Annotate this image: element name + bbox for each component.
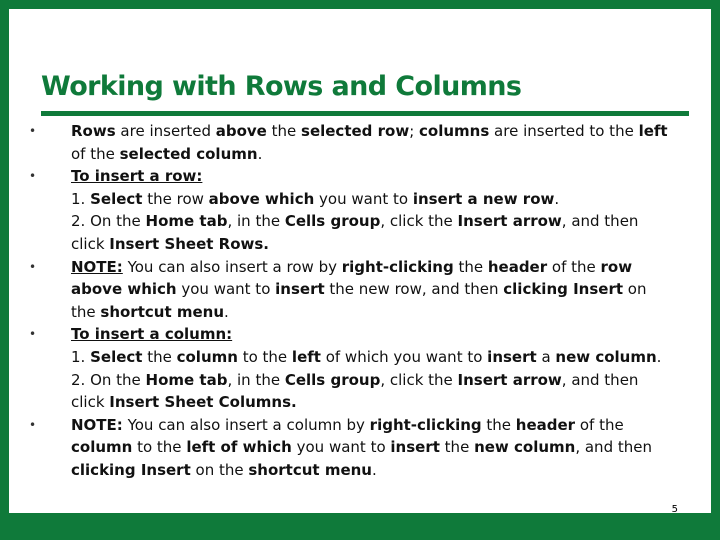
text-run: the (71, 302, 101, 321)
bullet-line (71, 143, 689, 166)
slide (9, 9, 711, 513)
text-run: on the (190, 460, 249, 479)
text-run: . (371, 460, 377, 479)
bullet-item (29, 256, 689, 324)
text-run: Cells group (284, 212, 381, 231)
bullet-dot-icon: • (29, 169, 37, 184)
text-run: Insert arrow (457, 370, 562, 389)
text-run: the new row, and then (324, 280, 504, 299)
text-run: 1. (71, 189, 91, 208)
text-run: 2. On the (71, 212, 146, 231)
bullet-dot-icon: • (29, 417, 37, 432)
bullet-item (29, 323, 689, 413)
text-run: clicking Insert (71, 460, 191, 479)
text-run: , click the (380, 370, 458, 389)
text-run: Home tab (145, 212, 228, 231)
text-run: Insert arrow (457, 212, 562, 231)
text-run: above which (71, 280, 177, 299)
text-run: ; (409, 122, 420, 140)
bullet-line (71, 210, 689, 233)
text-run: above which (208, 189, 315, 208)
bullet-line (71, 301, 689, 324)
slide-title: Working with Rows and Columns (41, 71, 522, 102)
bullet-item (29, 120, 689, 165)
text-run: . (257, 144, 263, 163)
text-run: Insert Sheet Rows. (109, 234, 270, 253)
text-run: Cells group (284, 370, 381, 389)
bullet-line (71, 369, 689, 392)
text-run: column (176, 347, 238, 366)
text-run: NOTE: (71, 257, 123, 276)
text-run: insert a new row (412, 189, 555, 208)
text-run: Rows (71, 122, 116, 140)
text-run: insert (487, 347, 537, 366)
text-run: new column (555, 347, 657, 366)
text-run: row (600, 257, 633, 276)
text-run: You can also insert a row by (122, 257, 342, 276)
bullet-dot-icon: • (29, 124, 37, 138)
text-run: . (656, 347, 662, 366)
text-run: are inserted (115, 122, 216, 140)
text-run: . (224, 302, 229, 321)
text-run: above (215, 122, 267, 140)
text-run: the (142, 347, 177, 366)
text-run: the row (142, 189, 209, 208)
bullet-list (29, 120, 689, 482)
text-run: , in the (227, 370, 285, 389)
text-run: shortcut menu (100, 302, 224, 321)
text-run: the (266, 122, 302, 140)
text-run: Insert Sheet Columns. (109, 393, 297, 412)
bullet-item (29, 414, 689, 482)
text-run: , and then (575, 438, 652, 457)
text-run: to the (132, 438, 187, 457)
text-run: the (439, 438, 475, 457)
bullet-dot-icon: • (29, 259, 37, 274)
text-run: a (536, 347, 556, 366)
text-run: Home tab (145, 370, 228, 389)
text-run: column (71, 438, 133, 457)
text-run: of the (575, 415, 624, 434)
text-run: insert (275, 280, 325, 299)
text-run: Select (90, 347, 143, 366)
bullet-line (71, 233, 689, 256)
text-run: header (515, 415, 576, 434)
text-run: , click the (380, 212, 458, 231)
text-run: 2. On the (71, 370, 146, 389)
text-run: , and then (561, 212, 639, 231)
bullet-line (71, 323, 689, 346)
page-number: 5 (671, 504, 678, 515)
text-run: left (638, 122, 668, 140)
text-run: you want to (291, 438, 391, 457)
text-run: NOTE: (71, 415, 123, 434)
text-run: You can also insert a column by (122, 415, 370, 434)
text-run: of the (71, 144, 120, 163)
text-run: you want to (314, 189, 413, 208)
text-run: Select (90, 189, 143, 208)
text-run: the (481, 415, 516, 434)
text-run: clicking Insert (503, 280, 624, 299)
text-run: To insert a column: (71, 325, 233, 344)
text-run: right-clicking (341, 257, 454, 276)
bullet-line (71, 188, 689, 211)
text-run: columns (419, 122, 490, 140)
bullet-dot-icon: • (29, 327, 37, 342)
text-run: To insert a row: (71, 167, 203, 186)
bullet-line (71, 278, 689, 301)
text-run: insert (390, 438, 440, 457)
text-run: of which you want to (320, 347, 488, 366)
text-run: click (71, 234, 110, 253)
text-run: , and then (561, 370, 639, 389)
text-run: 1. (71, 347, 91, 366)
text-run: of the (547, 257, 601, 276)
text-run: click (71, 393, 110, 412)
text-run: shortcut menu (248, 460, 372, 479)
bullet-line (71, 391, 689, 414)
text-run: left of which (186, 438, 292, 457)
text-run: . (554, 189, 560, 208)
text-run: are inserted to the (489, 122, 639, 140)
bullet-line (71, 256, 689, 279)
bullet-item (29, 165, 689, 255)
text-run: left (291, 347, 321, 366)
title-underline (41, 111, 689, 116)
text-run: selected column (119, 144, 258, 163)
text-run: right-clicking (369, 415, 482, 434)
text-run: the (453, 257, 488, 276)
text-run: to the (237, 347, 292, 366)
bullet-line (71, 346, 689, 369)
bullet-line (71, 120, 689, 143)
text-run: on (623, 280, 647, 299)
text-run: header (487, 257, 548, 276)
bullet-line (71, 459, 689, 482)
text-run: selected row (301, 122, 410, 140)
text-run: new column (474, 438, 576, 457)
bullet-line (71, 436, 689, 459)
text-run: , in the (227, 212, 285, 231)
text-run: you want to (176, 280, 276, 299)
bullet-line (71, 414, 689, 437)
bullet-line (71, 165, 689, 188)
